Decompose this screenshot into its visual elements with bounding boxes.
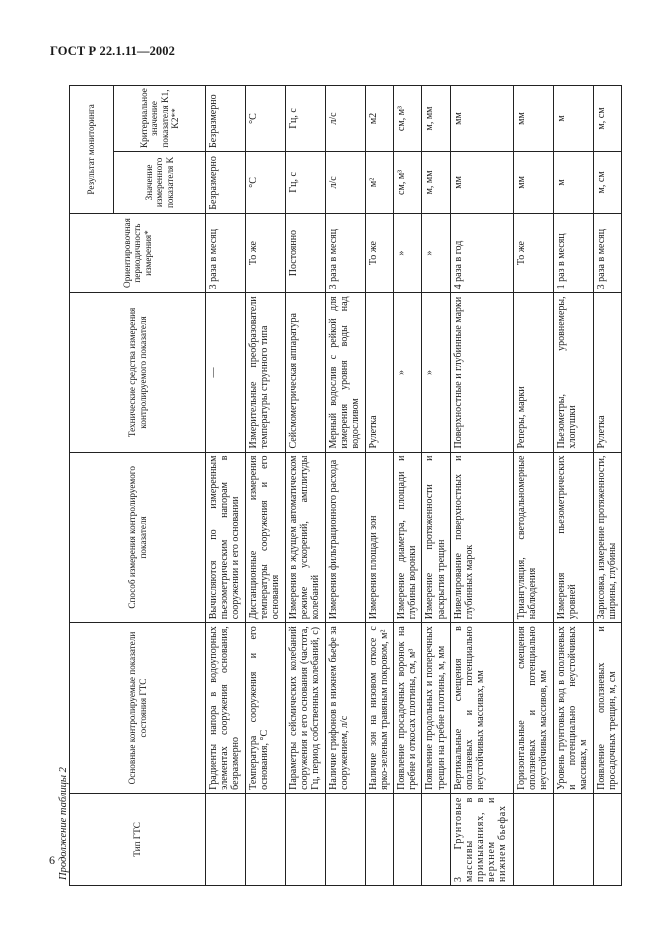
cell-tools: Реперы, марки [513,293,553,452]
cell-method: Измерение протяженности и раскрытия трещин [422,452,450,623]
cell-type [285,793,325,885]
cell-method: Нивелирование поверхностных и глубинных марок [450,452,513,623]
cell-tools: Рулетка [593,293,621,452]
header-tools: Технические средства измерения контролируемого показателя [70,293,206,452]
cell-indicator: Наличие зон на низовом откосе с ярко-зеленым травяным покровом, м² [365,623,393,794]
cell-criterion: Безразмерно [206,86,246,152]
cell-measured: м, мм [422,152,450,214]
cell-frequency: То же [365,213,393,293]
header-method: Способ измерения контролируемого показателя [70,452,206,623]
table-row [325,86,365,886]
cell-type [245,793,285,885]
cell-frequency: 4 раза в год [450,213,513,293]
cell-type [513,793,553,885]
table-continuation-label: Продолжение таблицы 2 [58,767,69,880]
document-code: ГОСТ Р 22.1.11—2002 [50,44,175,58]
cell-criterion: мм [513,86,553,152]
header-criterion: Критериальное значение показателя K1, K2** [114,86,206,152]
cell-method: Вычисляются по измеренным пьезометрическим напорам в сооружении и его основании [206,452,246,623]
cell-criterion: м, см [593,86,621,152]
header-type: Тип ГТС [70,793,206,885]
cell-criterion: м2 [365,86,393,152]
monitoring-table [69,85,622,886]
cell-indicator: Вертикальные смещения в оползневых и потенциально неустойчивых массивах, мм [450,623,513,794]
cell-measured: Безразмерно [206,152,246,214]
header-result-group: Результат мониторинга [70,86,114,214]
cell-criterion: °С [245,86,285,152]
cell-type: 3 Грунтовые массивы в примыканиях, в верхнем и нижнем бьефах [450,793,513,885]
cell-method: Измерения фильтрационного расхода [325,452,365,623]
cell-type [422,793,450,885]
cell-indicator: Градиенты напора в водоупорных элементах сооружения основания, безразмерно [206,623,246,794]
cell-tools: Сейсмометрическая аппаратура [285,293,325,452]
header-measured: Значение измеренного показателя K [114,152,206,214]
monitoring-table-container [69,85,622,886]
cell-method: Измерения в ждущем автоматическом режиме ускорений, амплитуды колебаний [285,452,325,623]
cell-measured: Гц, с [285,152,325,214]
cell-type [553,793,593,885]
table-row [206,86,246,886]
cell-tools: — [206,293,246,452]
header-indicators: Основные контролируемые показатели состояния ГТС [70,623,206,794]
cell-measured: л/с [325,152,365,214]
cell-frequency: 3 раза в месяц [325,213,365,293]
cell-tools: Пьезометры, уровнемеры, хлопушки [553,293,593,452]
cell-frequency: Постоянно [285,213,325,293]
table-row [285,86,325,886]
cell-method: Дистанционные измерения температуры сооружения и его основания [245,452,285,623]
cell-type [365,793,393,885]
cell-frequency: 1 раз в месяц [553,213,593,293]
cell-measured: см, м³ [394,152,422,214]
cell-indicator: Горизонтальные смещения оползневых и потенциально неустойчивых массивов, мм [513,623,553,794]
table-row [422,86,450,886]
cell-indicator: Наличие грифонов в нижнем бьефе за сооружением, л/с [325,623,365,794]
cell-indicator: Появление просадочных воронок на гребне и откосах плотины, см, м³ [394,623,422,794]
cell-indicator: Появление оползневых и просадочных трещин, м, см [593,623,621,794]
table-row [593,86,621,886]
cell-frequency: » [394,213,422,293]
table-row [394,86,422,886]
table-row [365,86,393,886]
cell-tools: Измерительные преобразователи температуры струнного типа [245,293,285,452]
cell-type [325,793,365,885]
cell-measured: м [553,152,593,214]
cell-frequency: » [422,213,450,293]
cell-method: Триангуляция, светодальномерные наблюдения [513,452,553,623]
cell-criterion: Гц, с [285,86,325,152]
cell-frequency: То же [513,213,553,293]
table-row [513,86,553,886]
cell-criterion: м [553,86,593,152]
cell-tools: Поверхностные и глубинные марки [450,293,513,452]
cell-type [593,793,621,885]
cell-type [206,793,246,885]
cell-indicator: Параметры сейсмических колебаний сооружения и его основания (частота, Гц, период собственных колебаний, с) [285,623,325,794]
cell-frequency: То же [245,213,285,293]
cell-criterion: м, мм [422,86,450,152]
cell-indicator: Появление продольных и поперечных трещин на гребне плотины, м, мм [422,623,450,794]
cell-measured: м² [365,152,393,214]
cell-indicator: Температура сооружения и его основания, °С [245,623,285,794]
cell-measured: °С [245,152,285,214]
page-number: 6 [49,853,55,867]
cell-tools: Рулетка [365,293,393,452]
cell-method: Измерения пьезометрических уровней [553,452,593,623]
cell-criterion: мм [450,86,513,152]
cell-criterion: см, м³ [394,86,422,152]
cell-frequency: 3 раза в месяц [206,213,246,293]
cell-tools: » [422,293,450,452]
cell-measured: мм [513,152,553,214]
table-row [553,86,593,886]
cell-tools: Мерный водослив с рейкой для измерения уровня воды над водосливом [325,293,365,452]
cell-measured: мм [450,152,513,214]
header-frequency: Ориентировочная периодичность измерения* [70,213,206,293]
cell-method: Зарисовка, измерение протяженности, ширины, глубины [593,452,621,623]
cell-frequency: 3 раза в месяц [593,213,621,293]
cell-measured: м, см [593,152,621,214]
table-row [450,86,513,886]
cell-criterion: л/с [325,86,365,152]
table-row [245,86,285,886]
cell-method: Измерение диаметра, площади и глубины воронки [394,452,422,623]
cell-type [394,793,422,885]
cell-indicator: Уровень грунтовых вод в оползневых и потенциально неустойчивых массивах, м [553,623,593,794]
cell-method: Измерения площади зон [365,452,393,623]
cell-tools: » [394,293,422,452]
